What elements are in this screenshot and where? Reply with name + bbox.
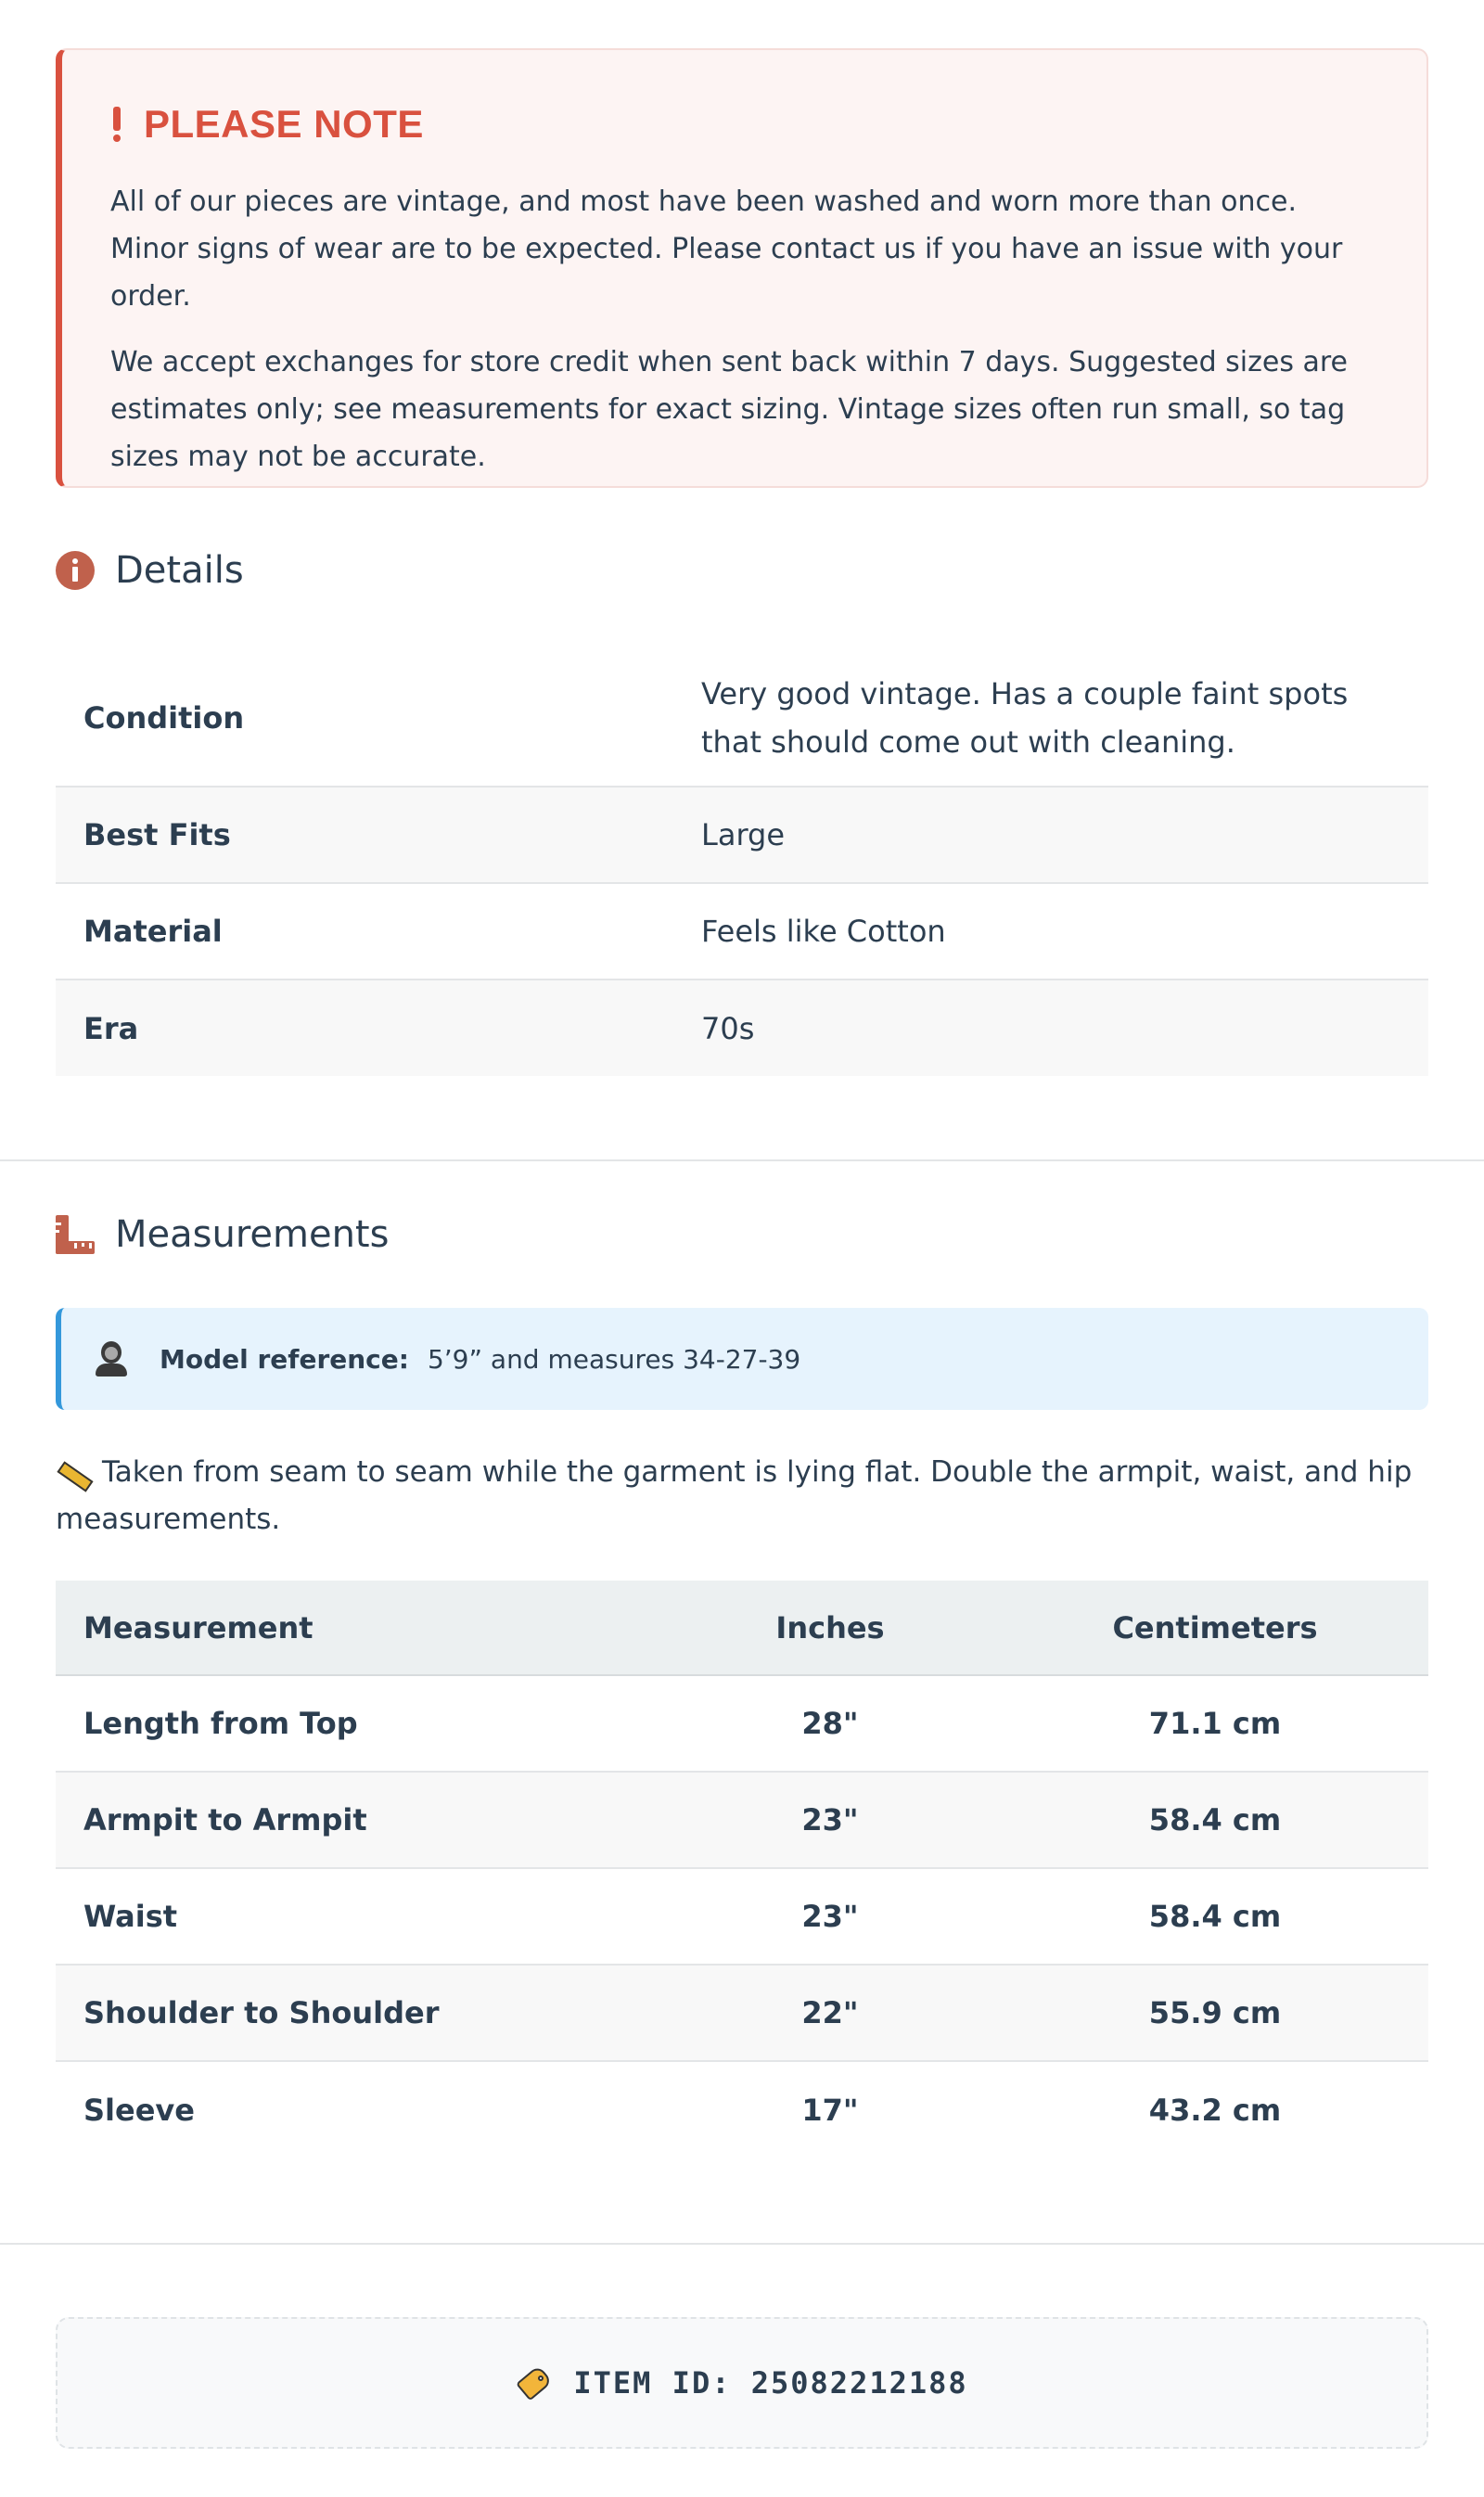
model-reference: [56, 1308, 1428, 1410]
measurement-cm: 58.4 cm: [1148, 1899, 1282, 1934]
note-title: PLEASE NOTE: [144, 102, 424, 146]
measurements-header: [56, 1213, 389, 1256]
note-paragraph-1: All of our pieces are vintage, and most have been washed and worn more than once. Minor signs of wear are to be expected. Please contact us if you have an issue with your order.: [110, 186, 1343, 313]
measurement-name: Sleeve: [83, 2092, 195, 2128]
measurements-title: Measurements: [115, 1213, 390, 1256]
details-label: Condition: [83, 699, 245, 736]
table-row: [56, 1772, 1428, 1868]
section-divider: [0, 2243, 1484, 2245]
table-row: [56, 2061, 1428, 2158]
details-label: Best Fits: [83, 817, 231, 852]
table-header-row: [56, 1581, 1428, 1675]
measurement-cm: 58.4 cm: [1148, 1802, 1282, 1838]
details-value: Large: [701, 817, 786, 852]
details-header: [56, 549, 244, 592]
measurement-inches: 28": [801, 1706, 859, 1741]
info-icon: [56, 551, 95, 590]
table-row: [56, 1868, 1428, 1965]
measurement-cm: 43.2 cm: [1148, 2092, 1282, 2128]
pencil-icon: [56, 1463, 91, 1483]
tag-icon: [516, 2364, 553, 2401]
item-id-box: [56, 2317, 1428, 2449]
measurement-inches: 22": [801, 1995, 859, 2030]
item-id-label: ITEM ID: 25082212188: [573, 2365, 968, 2401]
exclamation-icon: [110, 107, 123, 142]
details-row: [56, 649, 1428, 787]
details-row: [56, 883, 1428, 980]
measurement-inches: 23": [801, 1802, 859, 1838]
table-row: [56, 1675, 1428, 1772]
note-paragraph-2: We accept exchanges for store credit when sent back within 7 days. Suggested sizes are estimates only; see measurements for exact sizing. Vintage sizes often run small, so tag sizes may not be accurate.: [110, 346, 1349, 473]
measurement-inches: 17": [801, 2092, 859, 2128]
measurement-hint-text: Taken from seam to seam while the garment is lying flat. Double the armpit, waist, and hip measurements.: [56, 1455, 1413, 1536]
model-reference-label: Model reference:: [160, 1343, 409, 1375]
details-title: Details: [115, 549, 244, 592]
details-value: 70s: [701, 1010, 755, 1046]
column-header-measurement: Measurement: [56, 1581, 659, 1675]
details-value: Feels like Cotton: [701, 914, 946, 949]
details-label: Era: [83, 1010, 139, 1046]
section-divider: [0, 1159, 1484, 1161]
column-header-centimeters: Centimeters: [1002, 1581, 1428, 1675]
measurement-name: Length from Top: [83, 1706, 358, 1741]
measurement-hint: [56, 1449, 1428, 1543]
measurement-cm: 55.9 cm: [1148, 1995, 1282, 2030]
details-label: Material: [83, 914, 223, 949]
table-row: [56, 1965, 1428, 2061]
column-header-inches: Inches: [659, 1581, 1002, 1675]
details-value: Very good vintage. Has a couple faint spots that should come out with cleaning.: [701, 675, 1349, 760]
measurements-table: [56, 1581, 1428, 2158]
details-row: [56, 787, 1428, 883]
details-row: [56, 980, 1428, 1076]
measurement-name: Shoulder to Shoulder: [83, 1995, 440, 2030]
measurement-cm: 71.1 cm: [1148, 1706, 1282, 1741]
model-reference-text: 5’9” and measures 34-27-39: [427, 1343, 801, 1375]
details-table: [56, 649, 1428, 1076]
please-note-box: [56, 48, 1428, 488]
person-icon: [95, 1341, 126, 1377]
note-header: [110, 102, 1378, 147]
ruler-icon: [56, 1215, 95, 1254]
measurement-name: Waist: [83, 1899, 178, 1934]
measurement-name: Armpit to Armpit: [83, 1802, 367, 1838]
measurement-inches: 23": [801, 1899, 859, 1934]
